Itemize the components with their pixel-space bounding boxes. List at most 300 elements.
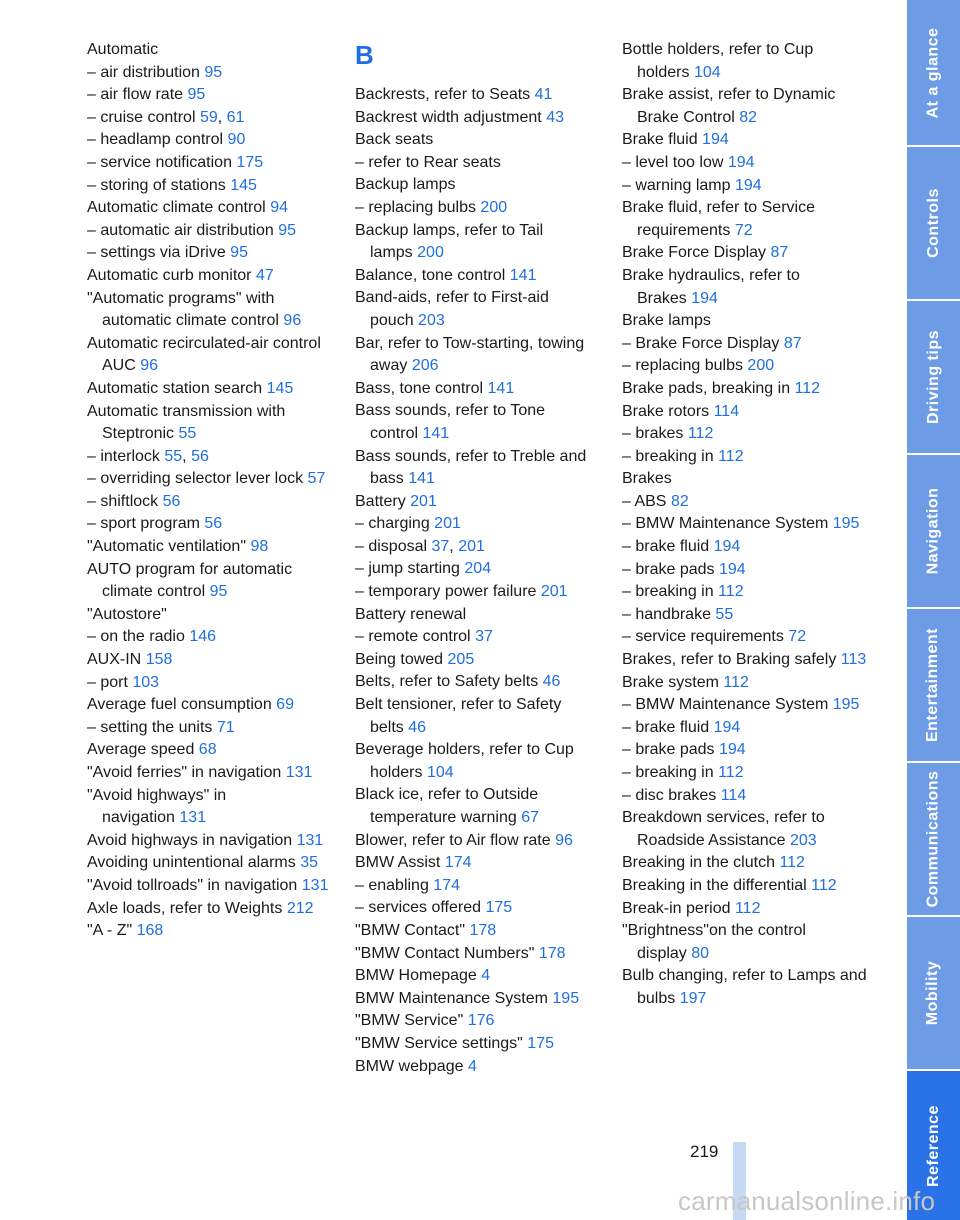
- index-term: – sport program: [87, 515, 200, 533]
- tab-label: Entertainment: [924, 627, 942, 743]
- index-entry: [622, 355, 867, 378]
- page-reference-link[interactable]: 43: [546, 108, 564, 126]
- page-reference-link[interactable]: 55: [715, 605, 734, 623]
- index-entry: [87, 175, 332, 198]
- page-reference-link[interactable]: 194: [713, 538, 741, 556]
- index-entry: [87, 62, 332, 85]
- index-entry: [622, 875, 867, 898]
- index-entry: [87, 536, 332, 559]
- page-reference-link[interactable]: 98: [250, 538, 269, 556]
- index-entry: [622, 739, 867, 762]
- page-reference-link[interactable]: 37: [475, 628, 493, 646]
- index-term: – brake pads: [622, 560, 715, 578]
- page-reference-link[interactable]: 41: [534, 86, 553, 103]
- page-reference-link[interactable]: 46: [408, 718, 427, 736]
- index-term: – replacing bulbs: [622, 357, 743, 375]
- page-reference-link[interactable]: 112: [687, 425, 714, 443]
- index-entry: [355, 220, 603, 265]
- index-entry: [355, 152, 603, 175]
- page-reference-link[interactable]: 95: [209, 583, 228, 601]
- index-entry: [87, 152, 332, 175]
- tab-navigation[interactable]: [907, 455, 960, 609]
- page-reference-link[interactable]: 112: [723, 673, 749, 691]
- index-entry: [355, 671, 603, 694]
- index-entry: [622, 401, 867, 424]
- index-term: Brake fluid, refer to Service requirements: [622, 199, 815, 239]
- index-entry: [355, 84, 603, 107]
- page-reference-link[interactable]: 112: [718, 447, 744, 465]
- index-entry: [87, 288, 332, 333]
- index-entry: [355, 897, 603, 920]
- index-term: Brake hydraulics, refer to Brakes: [622, 266, 800, 307]
- page-reference-link[interactable]: 131: [296, 831, 324, 849]
- index-term: "BMW Service settings": [355, 1034, 523, 1052]
- index-term: – ABS: [622, 492, 667, 510]
- index-term: – charging: [355, 515, 430, 533]
- tab-label: At a glance: [924, 27, 942, 118]
- index-entry: [622, 423, 867, 446]
- index-entry: [355, 1056, 603, 1079]
- index-term: Band-aids, refer to First-aid pouch: [355, 289, 549, 329]
- page-reference-link[interactable]: 175: [485, 899, 513, 917]
- index-term: – BMW Maintenance System: [622, 515, 829, 533]
- page-reference-link[interactable]: 201: [410, 492, 437, 510]
- index-term: Backrests, refer to Seats: [355, 86, 531, 103]
- page-reference-link[interactable]: 69: [276, 696, 294, 714]
- index-entry: – interlock 55, 56: [87, 447, 209, 465]
- page-reference-link[interactable]: 113: [840, 651, 867, 669]
- page-reference-link[interactable]: 204: [464, 560, 492, 578]
- index-entry: [355, 287, 603, 332]
- page-reference-link[interactable]: 95: [230, 244, 248, 262]
- index-entry: [622, 333, 867, 356]
- page-reference-link[interactable]: 212: [286, 899, 314, 917]
- index-entry: [622, 197, 867, 242]
- section-tabs: [907, 0, 960, 1220]
- index-entry: [87, 265, 332, 288]
- index-term: Brake Force Display: [622, 244, 767, 262]
- page-reference-link[interactable]: 104: [693, 63, 721, 81]
- page-reference-link[interactable]: 145: [266, 379, 294, 397]
- tab-label: Communications: [924, 770, 942, 908]
- page-reference-link[interactable]: 168: [136, 922, 164, 940]
- index-term: Breaking in the clutch: [622, 854, 775, 872]
- page-reference-link[interactable]: 114: [713, 402, 740, 420]
- index-term: Backrest width adjustment: [355, 108, 542, 126]
- index-term: – storing of stations: [87, 176, 226, 194]
- index-term: Belt tensioner, refer to Safety belts: [355, 696, 562, 736]
- index-term: – service requirements: [622, 628, 784, 646]
- index-entry: [622, 129, 867, 152]
- index-entry: [355, 626, 603, 649]
- watermark: carmanualsonline.info: [678, 1186, 936, 1216]
- index-term: Automatic recirculated-air control AUC: [87, 334, 321, 375]
- page-reference-link[interactable]: 104: [426, 763, 454, 781]
- index-term: Belts, refer to Safety belts: [355, 673, 539, 691]
- index-term: – brake fluid: [622, 718, 710, 736]
- page-reference-link[interactable]: 103: [132, 673, 160, 691]
- index-entry: [355, 943, 603, 966]
- page-reference-link[interactable]: 71: [216, 718, 235, 736]
- index-term: – automatic air distribution: [87, 221, 274, 239]
- index-term: – refer to Rear seats: [355, 153, 501, 171]
- page-reference-link[interactable]: 56: [191, 447, 209, 465]
- index-entry: [87, 39, 332, 62]
- index-term: "Autostore": [87, 605, 167, 623]
- page-reference-link[interactable]: 90: [227, 131, 246, 149]
- page-reference-link[interactable]: 206: [411, 357, 439, 375]
- index-entry: [87, 84, 332, 107]
- tab-label: Driving tips: [924, 329, 942, 425]
- index-term: Backup lamps, refer to Tail lamps: [355, 221, 544, 262]
- index-entry: [355, 446, 603, 491]
- page-reference-link[interactable]: 175: [236, 153, 264, 171]
- index-term: "Avoid tollroads" in navigation: [87, 876, 298, 894]
- index-entry: [622, 807, 867, 852]
- page-reference-link[interactable]: 174: [444, 854, 472, 872]
- index-entry: [622, 626, 867, 649]
- page-reference-link[interactable]: 200: [747, 357, 775, 375]
- index-entry: [355, 830, 603, 853]
- index-term: – services offered: [355, 899, 481, 917]
- index-term: – enabling: [355, 876, 429, 894]
- page-reference-link[interactable]: 112: [734, 899, 761, 917]
- page-reference-link[interactable]: 194: [702, 131, 729, 149]
- page-reference-link[interactable]: 82: [739, 108, 758, 126]
- index-entry: [355, 174, 603, 197]
- index-term: Being towed: [355, 650, 444, 668]
- index-entry: [622, 265, 867, 310]
- index-term: Bulb changing, refer to Lamps and bulbs: [622, 967, 867, 1007]
- page-reference-link[interactable]: 96: [140, 357, 159, 375]
- index-entry: [355, 513, 603, 536]
- page-reference-link[interactable]: 61: [226, 108, 245, 126]
- index-term: BMW Homepage: [355, 967, 477, 985]
- index-entry: [87, 378, 332, 401]
- index-term: – temporary power failure: [355, 583, 537, 601]
- page-reference-link[interactable]: 141: [509, 266, 537, 284]
- index-term: – brake fluid: [622, 538, 710, 556]
- index-term: Automatic: [87, 41, 159, 58]
- index-term: Balance, tone control: [355, 266, 506, 284]
- page-reference-link[interactable]: 72: [788, 628, 807, 646]
- index-term: AUTO program for automatic climate control: [87, 560, 293, 601]
- index-term: – brake pads: [622, 741, 715, 759]
- page-reference-link[interactable]: 175: [527, 1034, 554, 1052]
- index-term: "A - Z": [87, 922, 133, 940]
- index-term: – service notification: [87, 153, 232, 171]
- page-reference-link[interactable]: 200: [480, 198, 508, 216]
- index-term: – air distribution: [87, 63, 200, 81]
- index-entry: [622, 717, 867, 740]
- page-reference-link[interactable]: 141: [487, 379, 515, 397]
- index-entry: [355, 129, 603, 152]
- page-reference-link[interactable]: 112: [811, 876, 837, 894]
- page-reference-link[interactable]: 176: [467, 1012, 495, 1030]
- index-entry: [622, 446, 867, 469]
- index-term: – shiftlock: [87, 492, 159, 510]
- index-term: Automatic station search: [87, 379, 263, 397]
- page-reference-link[interactable]: 131: [179, 809, 207, 827]
- section-letter: B: [355, 40, 374, 70]
- index-term: – overriding selector lever lock: [87, 470, 304, 488]
- page-reference-link[interactable]: 37: [431, 537, 450, 555]
- page-reference-link[interactable]: 95: [187, 86, 206, 104]
- index-entry: [622, 491, 867, 514]
- page-reference-link[interactable]: 141: [422, 424, 450, 442]
- page-reference-link[interactable]: 95: [278, 221, 297, 239]
- page-number: 219: [690, 1142, 719, 1161]
- page-reference-link[interactable]: 203: [789, 831, 817, 849]
- index-term: Brake pads, breaking in: [622, 379, 791, 397]
- index-entry: [87, 513, 332, 536]
- index-entry: [355, 581, 603, 604]
- index-term: Blower, refer to Air flow rate: [355, 831, 551, 849]
- page-reference-link[interactable]: 59: [199, 108, 218, 126]
- page-reference-link[interactable]: 201: [434, 515, 461, 533]
- page-reference-link[interactable]: 82: [670, 492, 689, 510]
- page-reference-link[interactable]: 112: [779, 854, 805, 872]
- page-reference-link[interactable]: 55: [164, 447, 183, 465]
- index-entry: [355, 378, 603, 401]
- index-term: Axle loads, refer to Weights: [87, 899, 283, 917]
- index-entry: [355, 965, 603, 988]
- index-term: – warning lamp: [622, 176, 731, 194]
- index-term: BMW Maintenance System: [355, 989, 548, 1007]
- index-term: – breaking in: [622, 447, 714, 465]
- index-term: Average speed: [87, 741, 195, 759]
- page-reference-link[interactable]: 197: [679, 989, 707, 1007]
- index-entry: [87, 852, 332, 875]
- index-entry: [87, 898, 332, 921]
- index-entry: [355, 739, 603, 784]
- page-reference-link[interactable]: 195: [832, 515, 860, 533]
- page-reference-link[interactable]: 112: [718, 583, 744, 601]
- index-term: "BMW Service": [355, 1012, 464, 1030]
- index-term: – interlock: [87, 447, 160, 465]
- page-reference-link[interactable]: 56: [162, 492, 181, 510]
- index-entry: [87, 694, 332, 717]
- page-reference-link[interactable]: 4: [481, 967, 491, 985]
- tab-at-a-glance[interactable]: [907, 0, 960, 147]
- index-entry: [622, 175, 867, 198]
- index-term: Brake fluid: [622, 131, 698, 149]
- index-term: Bar, refer to Tow-starting, towing away: [355, 334, 585, 375]
- index-entry: [622, 84, 867, 129]
- index-term: – Brake Force Display: [622, 334, 780, 352]
- index-entry: [87, 468, 332, 491]
- page-reference-link[interactable]: 203: [418, 311, 445, 329]
- page-reference-link[interactable]: 46: [542, 673, 561, 691]
- index-term: Avoiding unintentional alarms: [87, 854, 296, 872]
- page-reference-link[interactable]: 195: [552, 989, 580, 1007]
- page-reference-link[interactable]: 87: [783, 334, 802, 352]
- index-entry: – disposal 37, 201: [355, 537, 485, 555]
- index-term: "Automatic programs" with automatic climate control: [87, 289, 279, 330]
- index-entry: [622, 852, 867, 875]
- tab-controls[interactable]: [907, 147, 960, 301]
- tab-label: Navigation: [924, 487, 942, 575]
- page-reference-link[interactable]: 178: [538, 944, 566, 962]
- index-term: – disposal: [355, 537, 428, 555]
- page-reference-link[interactable]: 112: [718, 764, 744, 781]
- index-entry: [87, 559, 332, 604]
- index-term: Brake lamps: [622, 312, 711, 330]
- page-reference-link[interactable]: 94: [270, 199, 288, 217]
- index-term: – cruise control: [87, 108, 196, 126]
- index-term: Breaking in the differential: [622, 876, 807, 894]
- index-entry: [355, 852, 603, 875]
- index-term: Bass sounds, refer to Treble and bass: [355, 447, 587, 488]
- page-reference-link[interactable]: 114: [720, 786, 747, 804]
- index-term: Breakdown services, refer to Roadside Assistance: [622, 809, 825, 849]
- index-term: – breaking in: [622, 764, 714, 781]
- page-reference-link[interactable]: 146: [189, 628, 217, 646]
- page-reference-link[interactable]: 194: [691, 289, 718, 307]
- index-term: – replacing bulbs: [355, 198, 476, 216]
- index-term: – level too low: [622, 153, 724, 171]
- page-reference-link[interactable]: 4: [467, 1057, 477, 1075]
- page-reference-link[interactable]: 201: [540, 583, 568, 601]
- index-term: Brake system: [622, 673, 719, 691]
- index-term: Automatic transmission with Steptronic: [87, 402, 286, 443]
- index-entry: [355, 491, 603, 514]
- index-term: Battery: [355, 492, 406, 510]
- index-entry: [87, 491, 332, 514]
- index-entry: [622, 152, 867, 175]
- index-term: Brakes, refer to Braking safely: [622, 651, 837, 669]
- index-term: "Brightness"on the control display: [622, 922, 806, 962]
- index-column-3: [622, 39, 867, 1011]
- page-reference-link[interactable]: 112: [794, 379, 821, 397]
- page-reference-link[interactable]: 68: [198, 741, 217, 759]
- index-term: "Avoid ferries" in navigation: [87, 764, 282, 781]
- index-entry: [87, 830, 332, 853]
- index-entry: [355, 694, 603, 739]
- page-reference-link[interactable]: 141: [408, 470, 435, 488]
- page-reference-link[interactable]: 96: [283, 312, 302, 330]
- index-entry: [355, 400, 603, 445]
- index-term: – BMW Maintenance System: [622, 696, 829, 714]
- page-reference-link[interactable]: 194: [734, 176, 762, 194]
- index-entry: [355, 784, 603, 829]
- index-entry: [622, 785, 867, 808]
- tab-mobility[interactable]: [907, 917, 960, 1071]
- index-entry: [622, 604, 867, 627]
- index-entry: [622, 581, 867, 604]
- tab-communications[interactable]: [907, 763, 960, 917]
- index-entry: [87, 129, 332, 152]
- index-term: Brake rotors: [622, 402, 710, 420]
- index-term: – on the radio: [87, 628, 185, 646]
- index-term: Black ice, refer to Outside temperature warning: [355, 786, 539, 826]
- index-entry: [622, 513, 867, 536]
- index-term: Bass sounds, refer to Tone control: [355, 402, 546, 442]
- page-reference-link[interactable]: 174: [433, 876, 460, 894]
- page-reference-link[interactable]: 131: [285, 764, 313, 781]
- page-reference-link[interactable]: 194: [713, 718, 741, 736]
- page-reference-link[interactable]: 57: [307, 470, 326, 488]
- index-entry: [87, 333, 332, 378]
- page-reference-link[interactable]: 56: [204, 515, 223, 533]
- tab-label: Reference: [924, 1104, 942, 1187]
- page-reference-link[interactable]: 67: [521, 809, 539, 826]
- index-term: Automatic curb monitor: [87, 266, 252, 284]
- index-term: – breaking in: [622, 583, 714, 601]
- index-entry: [622, 694, 867, 717]
- index-term: Bass, tone control: [355, 379, 484, 397]
- page-reference-link[interactable]: 201: [458, 537, 485, 555]
- page-reference-link[interactable]: 87: [770, 244, 789, 262]
- index-term: – remote control: [355, 628, 471, 646]
- page-reference-link[interactable]: 145: [230, 176, 257, 194]
- index-term: – settings via iDrive: [87, 244, 226, 262]
- index-term: "BMW Contact Numbers": [355, 944, 535, 962]
- index-entry: [355, 604, 603, 627]
- index-term: – port: [87, 673, 128, 691]
- tab-driving-tips[interactable]: [907, 301, 960, 455]
- page-reference-link[interactable]: 55: [178, 425, 197, 443]
- index-entry: [622, 242, 867, 265]
- page-reference-link[interactable]: 158: [145, 651, 173, 669]
- index-term: Brake assist, refer to Dynamic Brake Control: [622, 86, 836, 126]
- page-reference-link[interactable]: 194: [718, 741, 746, 759]
- index-entry: [87, 649, 332, 672]
- index-term: Backup lamps: [355, 176, 456, 194]
- page-reference-link[interactable]: 194: [718, 560, 746, 578]
- page-reference-link[interactable]: 47: [255, 266, 274, 284]
- index-entry: [622, 378, 867, 401]
- index-term: BMW webpage: [355, 1057, 464, 1075]
- index-entry: [622, 559, 867, 582]
- index-term: – jump starting: [355, 560, 460, 578]
- page-reference-link[interactable]: 80: [691, 944, 710, 962]
- tab-label: Mobility: [924, 960, 942, 1026]
- index-entry: [355, 558, 603, 581]
- index-term: – handbrake: [622, 605, 711, 623]
- page-reference-link[interactable]: 195: [832, 696, 860, 714]
- page-reference-link[interactable]: 72: [734, 221, 753, 239]
- index-entry: [622, 468, 867, 491]
- page-reference-link[interactable]: 205: [447, 650, 475, 668]
- index-entry: [87, 401, 332, 446]
- page-reference-link[interactable]: 131: [301, 876, 329, 894]
- page-reference-link[interactable]: 95: [204, 63, 223, 81]
- index-entry: [622, 762, 867, 785]
- index-entry: [355, 988, 603, 1011]
- index-term: Back seats: [355, 131, 434, 149]
- tab-label: Controls: [924, 188, 942, 258]
- index-term: Beverage holders, refer to Cup holders: [355, 741, 574, 781]
- index-entry: [355, 107, 603, 130]
- index-term: – headlamp control: [87, 131, 224, 149]
- page-reference-link[interactable]: 200: [417, 244, 444, 262]
- page-reference-link[interactable]: 96: [555, 831, 573, 849]
- index-term: BMW Assist: [355, 854, 441, 872]
- tab-entertainment[interactable]: [907, 609, 960, 763]
- index-term: "BMW Contact": [355, 921, 466, 939]
- page-reference-link[interactable]: 194: [727, 153, 755, 171]
- index-entry: [622, 536, 867, 559]
- index-entry: [622, 965, 867, 1010]
- page-reference-link[interactable]: 178: [469, 921, 497, 939]
- index-entry: [622, 649, 867, 672]
- index-term: Break-in period: [622, 899, 731, 917]
- index-term: Average fuel consumption: [87, 696, 272, 714]
- index-term: Brakes: [622, 470, 672, 488]
- index-term: "Avoid highways" in navigation: [87, 786, 227, 827]
- page-reference-link[interactable]: 35: [300, 854, 318, 872]
